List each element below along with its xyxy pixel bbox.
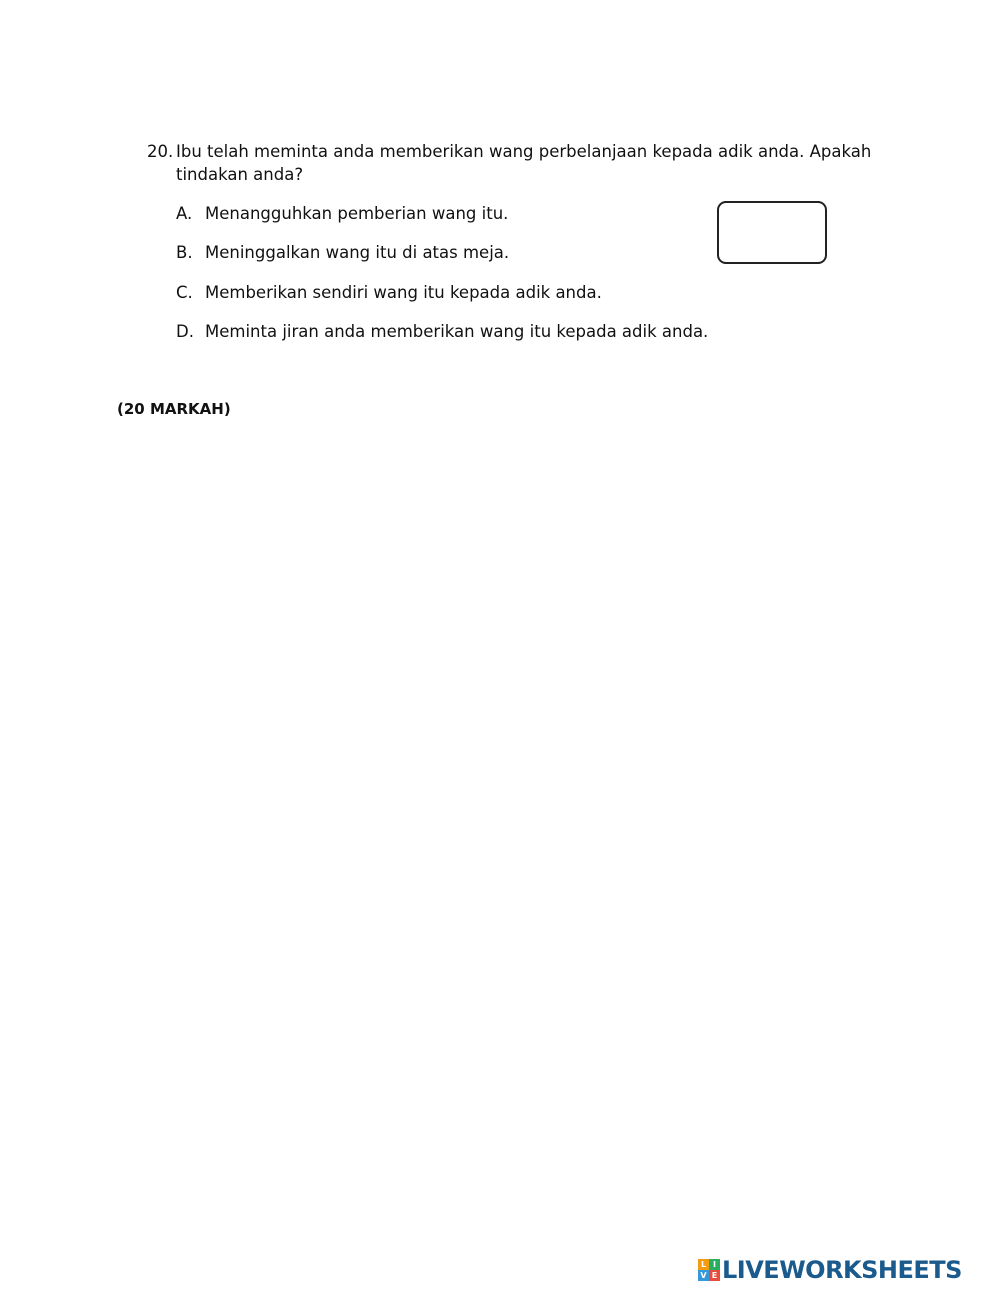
option-letter: C. bbox=[176, 283, 193, 302]
live-logo-icon bbox=[698, 1259, 720, 1281]
option-letter: B. bbox=[176, 243, 193, 262]
logo-letter-l: L bbox=[698, 1259, 709, 1270]
option-letter: D. bbox=[176, 322, 194, 341]
liveworksheets-logo bbox=[698, 1257, 962, 1283]
option-text: Meminta jiran anda memberikan wang itu kepada adik anda. bbox=[205, 322, 709, 341]
brand-name: LIVEWORKSHEETS bbox=[722, 1256, 962, 1284]
question-20 bbox=[147, 140, 877, 186]
question-number: 20. bbox=[147, 142, 174, 161]
option-letter: A. bbox=[176, 204, 193, 223]
logo-letter-v: V bbox=[698, 1270, 709, 1281]
question-text: Ibu telah meminta anda memberikan wang perbelanjaan kepada adik anda. Apakah tindakan anda? bbox=[176, 142, 872, 184]
logo-letter-e: E bbox=[709, 1270, 720, 1281]
option-text: Menangguhkan pemberian wang itu. bbox=[205, 204, 509, 223]
marks-label: (20 MARKAH) bbox=[117, 400, 231, 418]
option-text: Memberikan sendiri wang itu kepada adik anda. bbox=[205, 283, 602, 302]
option-text: Meninggalkan wang itu di atas meja. bbox=[205, 243, 510, 262]
logo-letter-i: I bbox=[709, 1259, 720, 1270]
answer-input-box[interactable] bbox=[717, 201, 827, 264]
